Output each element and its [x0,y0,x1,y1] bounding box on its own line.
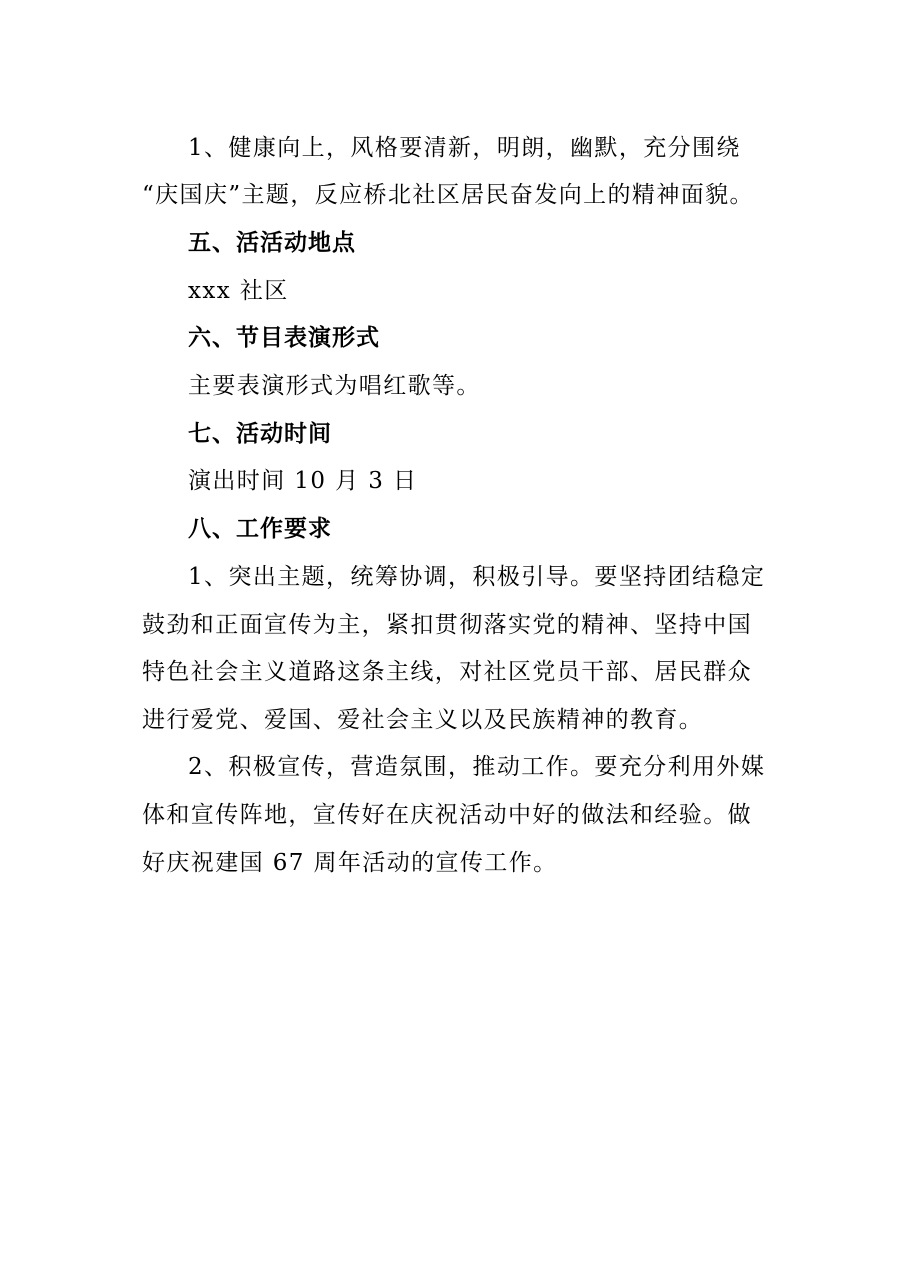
paragraph-line-requirement-1-cont: “庆国庆”主题，反应桥北社区居民奋发向上的精神面貌。 [142,182,754,208]
section-heading-performance-form: 六、节目表演形式 [188,325,380,351]
paragraph-line-time: 演出时间 10 月 3 日 [188,468,418,494]
paragraph-line-work-1-cont-2: 特色社会主义道路这条主线，对社区党员干部、居民群众 [142,659,752,685]
paragraph-line-work-1: 1、突出主题，统筹协调，积极引导。要坚持团结稳定 [188,564,766,590]
paragraph-line-work-2-cont-1: 体和宣传阵地，宣传好在庆祝活动中好的做法和经验。做 [142,802,752,828]
paragraph-line-performance-form: 主要表演形式为唱红歌等。 [188,373,481,399]
paragraph-line-venue: xxx 社区 [188,278,289,304]
section-heading-work-requirements: 八、工作要求 [188,516,332,542]
section-heading-time: 七、活动时间 [188,421,332,447]
section-heading-venue: 五、活活动地点 [188,230,356,256]
paragraph-line-work-2: 2、积极宣传，营造氛围，推动工作。要充分利用外媒 [188,754,766,780]
paragraph-line-requirement-1: 1、健康向上，风格要清新，明朗，幽默，充分围绕 [188,135,741,161]
paragraph-line-work-1-cont-1: 鼓劲和正面宣传为主，紧扣贯彻落实党的精神、坚持中国 [142,612,752,638]
paragraph-line-work-1-cont-3: 进行爱党、爱国、爱社会主义以及民族精神的教育。 [142,707,704,733]
paragraph-line-work-2-cont-2: 好庆祝建国 67 周年活动的宣传工作。 [142,850,558,876]
